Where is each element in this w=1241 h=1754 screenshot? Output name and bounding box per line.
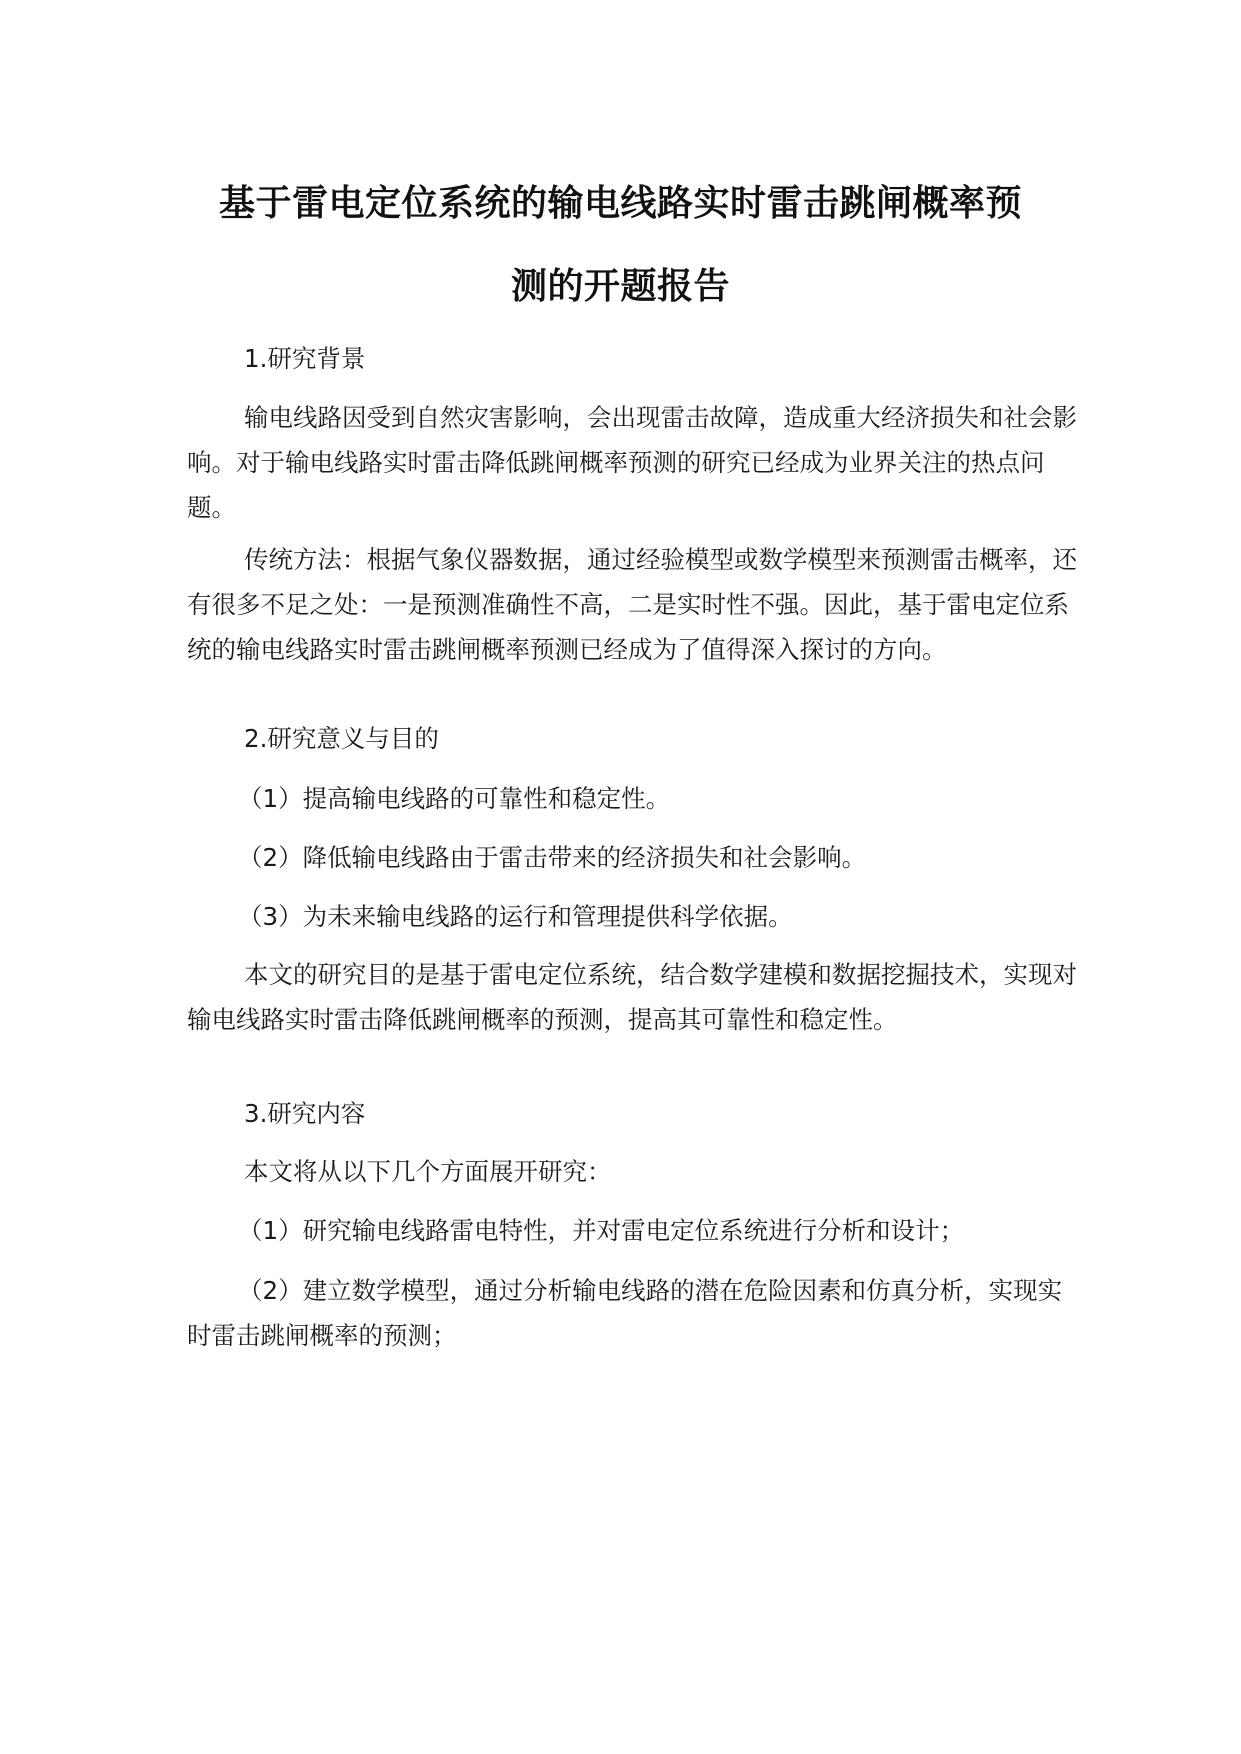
section-2-item-2: （2）降低输电线路由于雷击带来的经济损失和社会影响。 — [238, 843, 867, 872]
section-2-paragraph: 本文的研究目的是基于雷电定位系统，结合数学建模和数据挖掘技术，实现对输电线路实时雷击降低跳闸概率的预测，提高其可靠性和稳定性。 — [187, 960, 1077, 1034]
section-3-item-2: （2）建立数学模型，通过分析输电线路的潜在危险因素和仿真分析，实现实时雷击跳闸概率的预测； — [187, 1276, 1063, 1350]
section-2-heading: 2.研究意义与目的 — [244, 724, 439, 753]
section-2-item-1: （1）提高输电线路的可靠性和稳定性。 — [238, 784, 671, 813]
section-1-heading: 1.研究背景 — [244, 344, 366, 373]
section-3-item-1: （1）研究输电线路雷电特性，并对雷电定位系统进行分析和设计； — [238, 1216, 965, 1245]
section-3-intro: 本文将从以下几个方面展开研究： — [244, 1157, 612, 1186]
section-1-paragraph-2: 传统方法：根据气象仪器数据，通过经验模型或数学模型来预测雷击概率，还有很多不足之处：一是预测准确性不高，二是实时性不强。因此，基于雷电定位系统的输电线路实时雷击跳闸概率预测已经成为了值得深入探讨的方向。 — [187, 545, 1077, 664]
section-1-paragraph-1: 输电线路因受到自然灾害影响，会出现雷击故障，造成重大经济损失和社会影响。对于输电线路实时雷击降低跳闸概率预测的研究已经成为业界关注的热点问题。 — [187, 403, 1077, 522]
section-2-item-3: （3）为未来输电线路的运行和管理提供科学依据。 — [238, 902, 793, 931]
document-title-line-1: 基于雷电定位系统的输电线路实时雷击跳闸概率预 — [218, 183, 1022, 224]
document-title-line-2: 测的开题报告 — [510, 266, 730, 307]
section-3-heading: 3.研究内容 — [244, 1099, 366, 1128]
